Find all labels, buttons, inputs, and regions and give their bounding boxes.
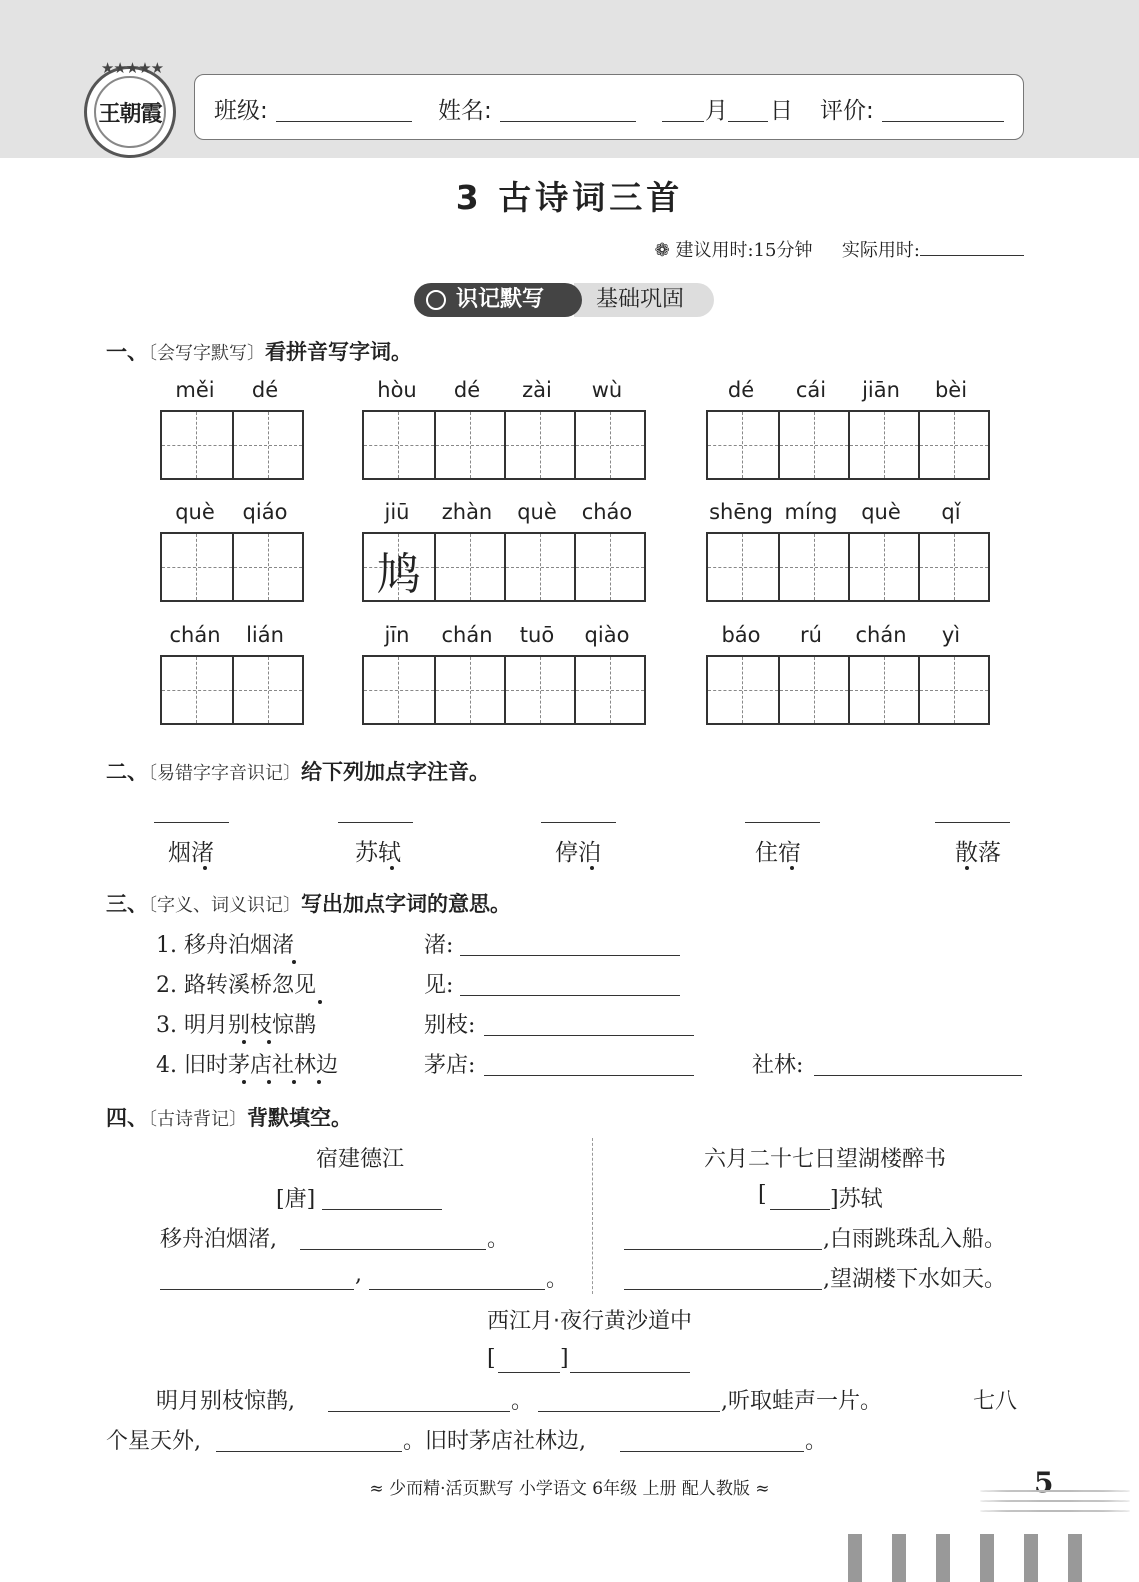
poem-answer-line[interactable] (624, 1249, 822, 1250)
emphasis-dot (318, 1000, 322, 1004)
writing-cell[interactable] (848, 534, 918, 600)
poem-1-line-1: 移舟泊烟渚, (160, 1227, 277, 1252)
pinyin-label: wù (591, 378, 623, 402)
page-number: 5 (1034, 1466, 1054, 1499)
emphasis-dot (317, 1080, 321, 1084)
pinyin-label: qiáo (242, 500, 288, 524)
writing-cell[interactable] (434, 412, 504, 478)
pinyin-label: míng (784, 500, 838, 524)
poem-3-line-1-tail: ,听取蛙声一片。 (721, 1389, 882, 1414)
pinyin-label: tuō (519, 623, 555, 647)
time-row (655, 236, 1024, 262)
meaning-item: 1. 移舟泊烟渚 (156, 933, 294, 958)
writing-grid (706, 410, 990, 480)
punctuation: 。 (487, 1227, 510, 1252)
pinyin-label: zài (522, 378, 552, 402)
medal-icon (426, 290, 446, 310)
writing-grid (706, 655, 990, 725)
wave-decoration (980, 1500, 1130, 1502)
poem-3-line-1-end: 七八 (973, 1389, 1018, 1414)
poem-3-line-2: 个星天外, (106, 1429, 201, 1454)
emphasis-dot (203, 866, 207, 870)
actual-time-label: 实际用时: (841, 240, 920, 261)
meaning-item: 4. 旧时茅店社林边 (156, 1053, 338, 1078)
wave-decoration (980, 1490, 1130, 1492)
pinyin-label: chán (441, 623, 493, 647)
pronounce-word: 散落 (955, 840, 1001, 866)
meaning-answer-line[interactable] (484, 1075, 694, 1076)
edge-bar (1024, 1534, 1038, 1582)
pinyin-label: qǐ (941, 500, 961, 524)
writing-cell[interactable] (434, 657, 504, 723)
edge-bar (892, 1534, 906, 1582)
pinyin-label: báo (721, 623, 761, 647)
meaning-answer-label: 别枝: (424, 1013, 476, 1038)
emphasis-dot (790, 866, 794, 870)
poem-2-dynasty-field[interactable] (770, 1209, 830, 1210)
poem-2-line-1: ,白雨跳珠乱入船。 (823, 1227, 1006, 1252)
meaning-answer-line[interactable] (484, 1035, 694, 1036)
emphasis-dot (267, 1080, 271, 1084)
poem-1-author-field[interactable] (322, 1209, 442, 1210)
day-field[interactable] (728, 121, 768, 122)
pinyin-label: rú (800, 623, 822, 647)
writing-cell[interactable] (364, 657, 434, 723)
writing-cell[interactable] (778, 534, 848, 600)
meaning-answer-line[interactable] (460, 995, 680, 996)
writing-cell[interactable] (708, 412, 778, 478)
edge-bar (848, 1534, 862, 1582)
clock-icon: ❁ (654, 240, 676, 261)
writing-cell[interactable] (232, 534, 302, 600)
punctuation: 。 (546, 1267, 569, 1292)
writing-cell[interactable] (574, 412, 644, 478)
class-label: 班级: (214, 98, 268, 124)
pinyin-label: cháo (581, 500, 633, 524)
section-3-heading: 三、〔字义、词义识记〕写出加点字词的意思。 (106, 892, 511, 916)
pinyin-label: chán (855, 623, 907, 647)
meaning-answer-line[interactable] (460, 955, 680, 956)
section-4-heading: 四、〔古诗背记〕背默填空。 (106, 1106, 352, 1130)
writing-cell[interactable] (162, 657, 232, 723)
poem-3-title: 西江月·夜行黄沙道中 (487, 1309, 692, 1334)
writing-grid (362, 410, 646, 480)
column-divider (592, 1138, 593, 1294)
emphasis-dot (390, 866, 394, 870)
writing-cell[interactable] (778, 412, 848, 478)
writing-cell[interactable] (162, 534, 232, 600)
evaluation-label: 评价: (820, 98, 874, 124)
meaning-item: 3. 明月别枝惊鹊 (156, 1013, 316, 1038)
bracket-close: ] (560, 1346, 569, 1371)
writing-cell[interactable] (574, 534, 644, 600)
pinyin-answer-line[interactable] (541, 822, 616, 823)
pinyin-answer-line[interactable] (935, 822, 1010, 823)
writing-cell[interactable] (162, 412, 232, 478)
writing-cell[interactable] (364, 534, 434, 600)
writing-grid (160, 532, 304, 602)
writing-grid (160, 410, 304, 480)
writing-cell[interactable] (232, 412, 302, 478)
meaning-answer-label: 渚: (424, 933, 454, 958)
poem-answer-line[interactable] (216, 1451, 402, 1452)
actual-time-field[interactable] (920, 241, 1024, 256)
emphasis-dot (292, 1080, 296, 1084)
emphasis-dot (242, 1080, 246, 1084)
writing-cell[interactable] (232, 657, 302, 723)
pinyin-label: dé (251, 378, 279, 402)
poem-3-dynasty-field[interactable] (498, 1372, 560, 1373)
day-label: 日 (770, 98, 793, 124)
writing-cell[interactable] (848, 412, 918, 478)
pinyin-label: dé (727, 378, 755, 402)
pinyin-label: jiān (862, 378, 900, 402)
writing-cell[interactable] (364, 412, 434, 478)
bracket-open: [ (758, 1182, 767, 1207)
writing-cell[interactable] (918, 412, 988, 478)
poem-1-title: 宿建德江 (315, 1147, 404, 1172)
pinyin-label: què (175, 500, 215, 524)
section-1-heading: 一、〔会写字默写〕看拼音写字词。 (106, 340, 412, 364)
writing-grid (362, 655, 646, 725)
suggested-time: 建议用时:15分钟 (675, 240, 813, 261)
punctuation: 。 (805, 1429, 828, 1454)
pinyin-label: zhàn (441, 500, 493, 524)
cell-character: 鸠 (377, 549, 421, 600)
pinyin-label: lián (246, 623, 284, 647)
meaning-answer-label: 见: (424, 973, 454, 998)
emphasis-dot (267, 1040, 271, 1044)
pronounce-word: 停泊 (555, 840, 601, 866)
pinyin-label: chán (169, 623, 221, 647)
edge-bar (980, 1534, 994, 1582)
class-field[interactable] (276, 121, 412, 122)
meaning-answer-line[interactable] (814, 1075, 1022, 1076)
poem-answer-line[interactable] (620, 1451, 804, 1452)
footer-text: ≈ 少而精·活页默写 小学语文 6年级 上册 配人教版 ≈ (369, 1479, 770, 1499)
name-label: 姓名: (438, 98, 492, 124)
pinyin-label: yì (941, 623, 961, 647)
writing-cell[interactable] (918, 657, 988, 723)
evaluation-field[interactable] (882, 121, 1004, 122)
writing-cell[interactable] (708, 534, 778, 600)
poem-2-line-2: ,望湖楼下水如天。 (823, 1267, 1006, 1292)
pinyin-label: shēng (709, 500, 773, 524)
writing-cell[interactable] (434, 534, 504, 600)
pinyin-label: jiū (384, 500, 410, 524)
emphasis-dot (965, 866, 969, 870)
writing-cell[interactable] (848, 657, 918, 723)
brand-logo: ★★★★★ 王朝霞 (84, 66, 176, 158)
student-info-box (194, 74, 1024, 140)
writing-grid (706, 532, 990, 602)
pinyin-answer-line[interactable] (154, 822, 229, 823)
emphasis-dot (590, 866, 594, 870)
pronounce-word: 苏轼 (355, 840, 401, 866)
pinyin-answer-line[interactable] (338, 822, 413, 823)
pinyin-label: qiào (584, 623, 630, 647)
pronounce-word: 住宿 (755, 840, 801, 866)
emphasis-dot (242, 1040, 246, 1044)
month-label: 月 (705, 98, 728, 124)
meaning-answer-label: 茅店: (424, 1053, 476, 1078)
poem-answer-line[interactable] (369, 1289, 545, 1290)
edge-bar (936, 1534, 950, 1582)
pinyin-label: què (517, 500, 557, 524)
writing-cell[interactable] (918, 534, 988, 600)
poem-answer-line[interactable] (538, 1411, 720, 1412)
section-2-heading: 二、〔易错字字音识记〕给下列加点字注音。 (106, 760, 490, 784)
pinyin-label: cái (795, 378, 827, 402)
pinyin-label: dé (453, 378, 481, 402)
pinyin-label: què (861, 500, 901, 524)
page-title: 3 古诗词三首 (455, 178, 684, 217)
poem-answer-line[interactable] (624, 1289, 822, 1290)
poem-3-line-1: 明月别枝惊鹊, (156, 1389, 295, 1414)
poem-answer-line[interactable] (160, 1289, 354, 1290)
name-field[interactable] (500, 121, 636, 122)
pinyin-answer-line[interactable] (745, 822, 820, 823)
poem-3-author-field[interactable] (570, 1372, 690, 1373)
pinyin-label: bèi (934, 378, 968, 402)
writing-cell[interactable] (504, 657, 574, 723)
pinyin-label: jīn (384, 623, 410, 647)
writing-cell[interactable] (574, 657, 644, 723)
pronounce-word: 烟渚 (168, 840, 214, 866)
writing-cell[interactable] (504, 534, 574, 600)
meaning-item: 2. 路转溪桥忽见 (156, 973, 316, 998)
poem-answer-line[interactable] (328, 1411, 510, 1412)
poem-2-author: ]苏轼 (830, 1187, 883, 1212)
pinyin-label: hòu (377, 378, 417, 402)
writing-cell[interactable] (778, 657, 848, 723)
punctuation: , (355, 1262, 362, 1287)
writing-grid (160, 655, 304, 725)
edge-bar (1068, 1534, 1082, 1582)
wave-decoration (980, 1510, 1130, 1512)
poem-1-dynasty: [唐] (276, 1187, 316, 1212)
month-field[interactable] (662, 121, 704, 122)
bracket-open: [ (487, 1346, 496, 1371)
pinyin-label: měi (175, 378, 215, 402)
meaning-answer-label: 社林: (752, 1053, 804, 1078)
punctuation: 。 (511, 1389, 534, 1414)
writing-grid (362, 532, 646, 602)
emphasis-dot (292, 960, 296, 964)
poem-2-title: 六月二十七日望湖楼醉书 (703, 1147, 946, 1172)
poem-answer-line[interactable] (300, 1249, 486, 1250)
writing-cell[interactable] (504, 412, 574, 478)
writing-cell[interactable] (708, 657, 778, 723)
banner-right: 基础巩固 (574, 283, 714, 317)
poem-3-line-2-mid: 。旧时茅店社林边, (403, 1429, 586, 1454)
banner-left: 识记默写 (414, 283, 582, 317)
